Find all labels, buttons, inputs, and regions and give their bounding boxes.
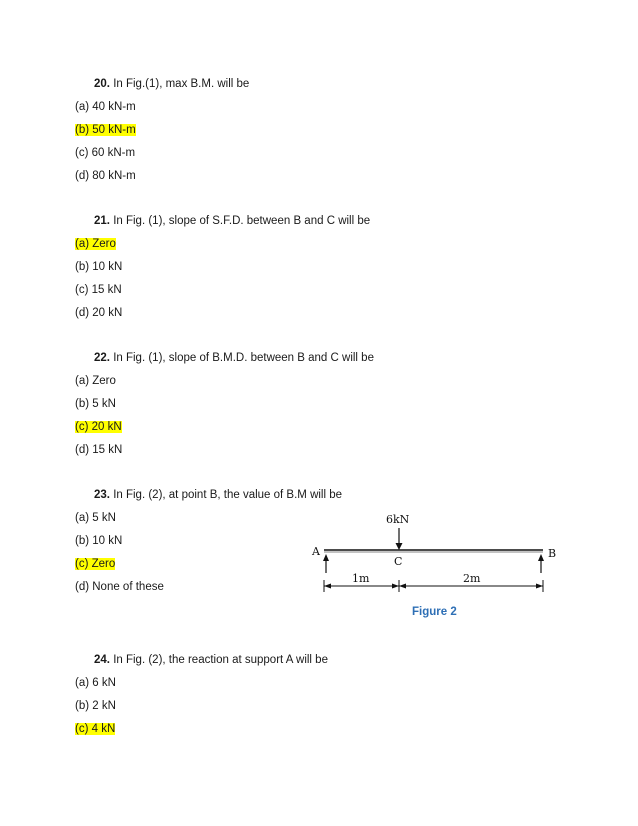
option	[75, 307, 122, 319]
option	[75, 398, 116, 410]
option-text: (a) 5 kN	[75, 512, 116, 524]
dim-arrow	[399, 584, 406, 589]
option-text: (a) Zero	[75, 238, 116, 250]
question-text: In Fig. (1), slope of S.F.D. between B and C will be	[110, 215, 371, 227]
option-highlighted	[75, 723, 115, 735]
question-text: In Fig. (1), slope of B.M.D. between B and C will be	[110, 352, 374, 364]
load-arrow-head	[396, 543, 403, 550]
dim-arrow	[324, 584, 331, 589]
option-text: (d) 80 kN-m	[75, 170, 136, 182]
option	[75, 677, 116, 689]
option-text: (c) Zero	[75, 558, 116, 570]
option-highlighted	[75, 421, 122, 433]
question-text: In Fig. (2), the reaction at support A will be	[110, 654, 328, 666]
option-text: (b) 50 kN-m	[75, 124, 136, 136]
support-b-arrow-head	[538, 554, 544, 561]
question-22	[94, 352, 374, 364]
option-text: (b) 10 kN	[75, 261, 123, 273]
option	[75, 581, 164, 593]
dim-arrow	[392, 584, 399, 589]
option-text: (d) 20 kN	[75, 307, 123, 319]
option	[75, 147, 135, 159]
option-text: (a) Zero	[75, 375, 116, 387]
question-number: 23.	[94, 489, 110, 501]
option-text: (b) 5 kN	[75, 398, 116, 410]
option-text: (d) 15 kN	[75, 444, 123, 456]
option	[75, 535, 122, 547]
load-label: 6kN	[386, 513, 410, 526]
option-highlighted	[75, 124, 136, 136]
option-text: (c) 20 kN	[75, 421, 122, 433]
option-text: (c) 4 kN	[75, 723, 116, 735]
point-c-label: C	[394, 555, 403, 568]
question-number: 20.	[94, 78, 110, 90]
option-highlighted	[75, 558, 115, 570]
option	[75, 444, 122, 456]
option-text: (b) 2 kN	[75, 700, 116, 712]
option-text: (d) None of these	[75, 581, 164, 593]
question-number: 24.	[94, 654, 110, 666]
question-20	[94, 78, 249, 90]
option	[75, 101, 136, 113]
option-text: (a) 6 kN	[75, 677, 116, 689]
point-a-label: A	[312, 545, 320, 558]
option-text: (a) 40 kN-m	[75, 101, 136, 113]
option-text: (c) 60 kN-m	[75, 147, 136, 159]
point-b-label: B	[548, 547, 557, 560]
figure-caption: Figure 2	[412, 606, 457, 618]
dim-arrow	[536, 584, 543, 589]
question-text: In Fig.(1), max B.M. will be	[110, 78, 250, 90]
option	[75, 284, 122, 296]
span-ac-label: 1m	[352, 572, 370, 585]
option	[75, 512, 116, 524]
question-number: 21.	[94, 215, 110, 227]
option	[75, 170, 136, 182]
question-21	[94, 215, 370, 227]
figure-2-beam-diagram	[300, 508, 575, 596]
support-a-arrow-head	[323, 554, 329, 561]
option	[75, 700, 116, 712]
question-number: 22.	[94, 352, 110, 364]
option	[75, 375, 116, 387]
span-cb-label: 2m	[463, 572, 481, 585]
option-text: (c) 15 kN	[75, 284, 122, 296]
question-text: In Fig. (2), at point B, the value of B.M will be	[110, 489, 343, 501]
option-highlighted	[75, 238, 116, 250]
option-text: (b) 10 kN	[75, 535, 123, 547]
question-23	[94, 489, 342, 501]
question-24	[94, 654, 328, 666]
option	[75, 261, 122, 273]
